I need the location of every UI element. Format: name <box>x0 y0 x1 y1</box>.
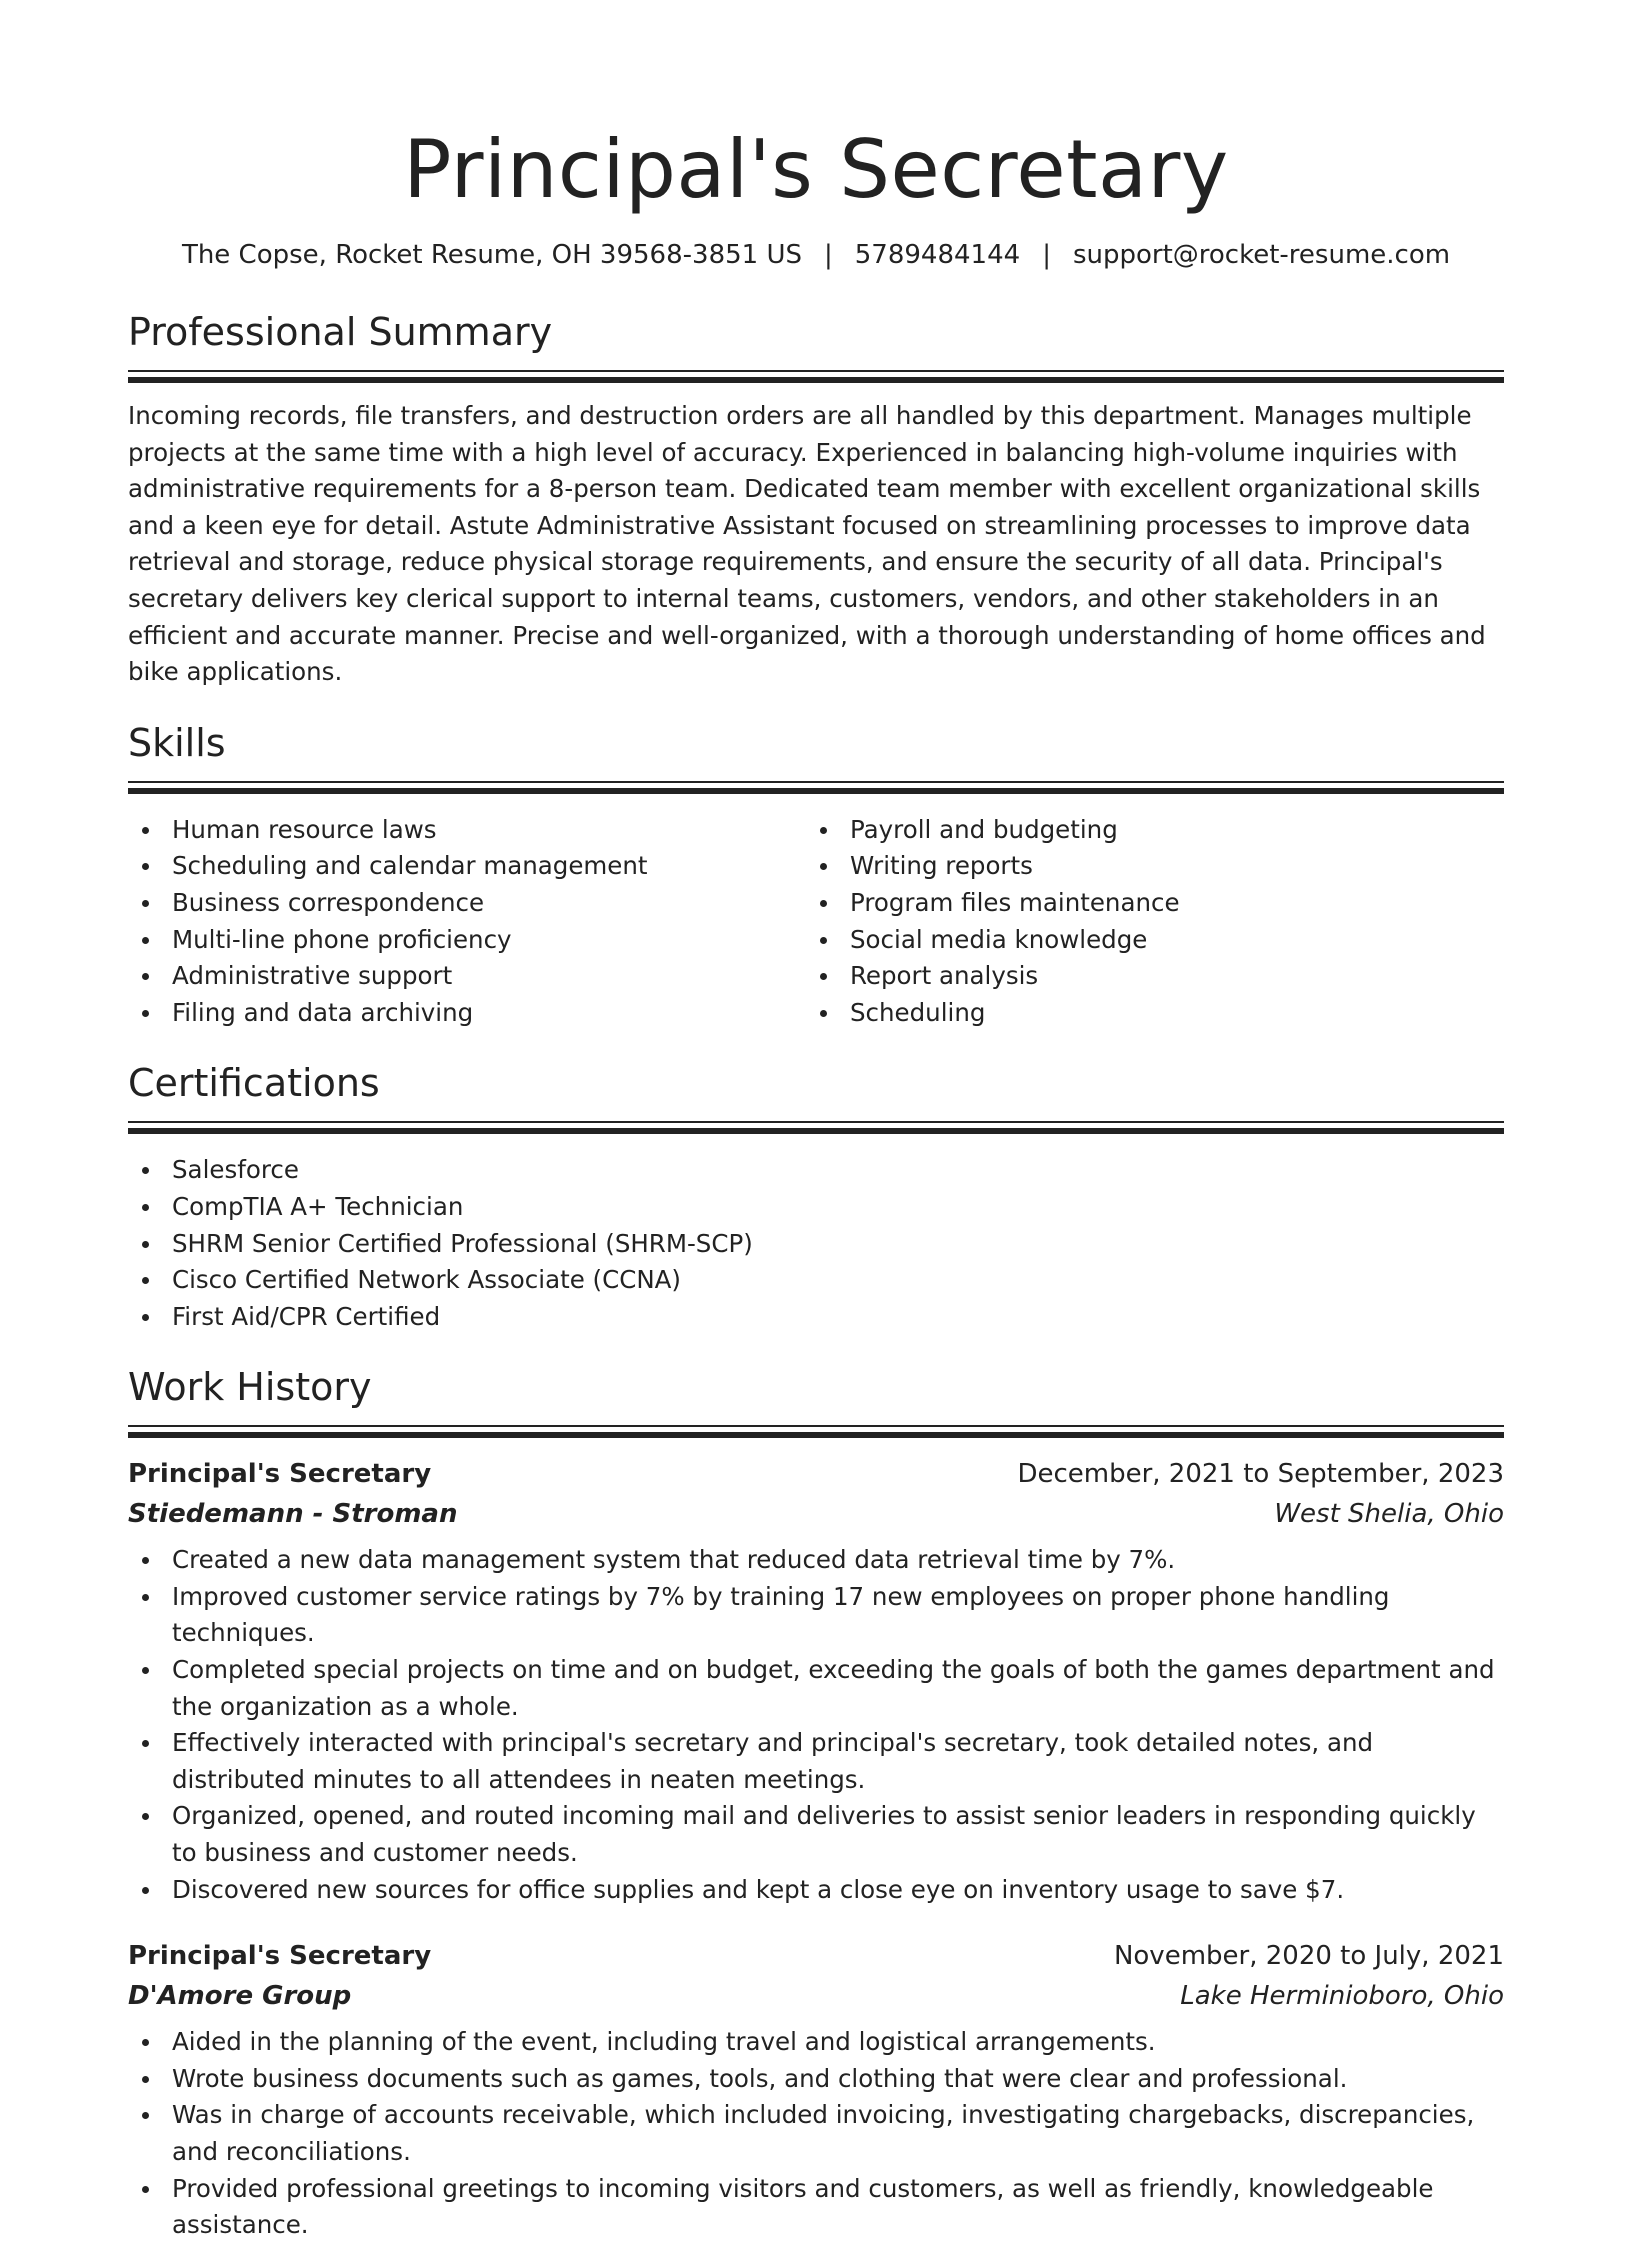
skill-item: Scheduling and calendar management <box>128 848 806 885</box>
job-dates: November, 2020 to July, 2021 <box>1113 1941 1504 1972</box>
job-bullet: Was in charge of accounts receivable, which included invoicing, investigating chargebacks, discrepancies, and reconciliations. <box>128 2097 1504 2170</box>
skill-item: Payroll and budgeting <box>806 812 1484 849</box>
job-bullet: Completed special projects on time and on budget, exceeding the goals of both the games department and the organization as a whole. <box>128 1652 1504 1725</box>
job-dates: December, 2021 to September, 2023 <box>1017 1459 1504 1490</box>
contact-address: The Copse, Rocket Resume, OH 39568-3851 US <box>181 240 802 270</box>
certification-item: Salesforce <box>128 1152 1504 1189</box>
resume-page <box>128 0 1504 2244</box>
job-subheader <box>128 1978 1504 2014</box>
job-bullet: Organized, opened, and routed incoming mail and deliveries to assist senior leaders in responding quickly to business and customer needs. <box>128 1798 1504 1871</box>
section-title-work-history: Work History <box>128 1365 372 1410</box>
job-title: Principal's Secretary <box>128 1459 432 1490</box>
contact-separator: | <box>1042 240 1051 270</box>
job-company: D'Amore Group <box>128 1981 352 2012</box>
certification-item: First Aid/CPR Certified <box>128 1299 1504 1336</box>
job-location: West Shelia, Ohio <box>1274 1499 1504 1530</box>
job-header <box>128 1938 1504 1974</box>
job-bullet: Effectively interacted with principal's secretary and principal's secretary, took detailed notes, and distributed minutes to all attendees in neaten meetings. <box>128 1725 1504 1798</box>
skill-item: Multi-line phone proficiency <box>128 922 806 959</box>
contact-separator: | <box>824 240 833 270</box>
job-entry <box>128 1938 1504 2244</box>
skill-item: Administrative support <box>128 958 806 995</box>
contact-line <box>128 238 1504 272</box>
job-title: Principal's Secretary <box>128 1941 432 1972</box>
job-bullets <box>128 2024 1504 2244</box>
skills-section <box>128 719 1504 1032</box>
skill-item: Social media knowledge <box>806 922 1484 959</box>
certifications-list <box>128 1152 1504 1335</box>
job-bullet: Aided in the planning of the event, including travel and logistical arrangements. <box>128 2024 1504 2061</box>
contact-email[interactable]: support@rocket-resume.com <box>1072 240 1451 270</box>
skill-item: Filing and data archiving <box>128 995 806 1032</box>
job-bullet: Created a new data management system that reduced data retrieval time by 7%. <box>128 1542 1504 1579</box>
job-bullet: Improved customer service ratings by 7% by training 17 new employees on proper phone handling techniques. <box>128 1579 1504 1652</box>
skill-item: Business correspondence <box>128 885 806 922</box>
section-title-skills: Skills <box>128 720 226 765</box>
section-title-certifications: Certifications <box>128 1061 380 1106</box>
job-bullets <box>128 1542 1504 1908</box>
skill-item: Scheduling <box>806 995 1484 1032</box>
section-divider <box>128 1425 1504 1438</box>
skill-item: Program files maintenance <box>806 885 1484 922</box>
skills-columns <box>128 812 1504 1032</box>
certification-item: CompTIA A+ Technician <box>128 1189 1504 1226</box>
job-bullet: Wrote business documents such as games, tools, and clothing that were clear and professional. <box>128 2061 1504 2098</box>
certifications-section <box>128 1059 1504 1335</box>
skills-list-left <box>128 812 806 1032</box>
summary-text: Incoming records, file transfers, and destruction orders are all handled by this department. Manages multiple projects at the same time with a high level of accuracy. Experienced in balancing high-volume inquiries with administrative requirements for a 8-person team. Dedicated team member with excellent organizational skills and a keen eye for detail. Astute Administrative Assistant focused on streamlining processes to improve data retrieval and storage, reduce physical storage requirements, and ensure the security of all data. Principal's secretary delivers key clerical support to internal teams, customers, vendors, and other stakeholders in an efficient and accurate manner. Precise and well-organized, with a thorough understanding of home offices and bike applications. <box>128 401 1486 687</box>
summary-section <box>128 308 1504 691</box>
job-entry <box>128 1456 1504 1908</box>
contact-phone: 5789484144 <box>854 240 1021 270</box>
job-location: Lake Herminioboro, Ohio <box>1180 1981 1504 2012</box>
job-bullet: Discovered new sources for office supplies and kept a close eye on inventory usage to save $7. <box>128 1872 1504 1909</box>
section-divider <box>128 1121 1504 1134</box>
candidate-name: Principal's Secretary <box>403 123 1229 216</box>
skill-item: Writing reports <box>806 848 1484 885</box>
section-title-summary: Professional Summary <box>128 310 553 354</box>
job-bullet: Provided professional greetings to incoming visitors and customers, as well as friendly, knowledgeable assistance. <box>128 2171 1504 2244</box>
job-header <box>128 1456 1504 1492</box>
job-company: Stiedemann - Stroman <box>128 1499 458 1530</box>
certification-item: Cisco Certified Network Associate (CCNA) <box>128 1262 1504 1299</box>
skill-item: Report analysis <box>806 958 1484 995</box>
job-subheader <box>128 1496 1504 1532</box>
skill-item: Human resource laws <box>128 812 806 849</box>
section-divider <box>128 370 1504 383</box>
certification-item: SHRM Senior Certified Professional (SHRM-SCP) <box>128 1226 1504 1263</box>
section-divider <box>128 781 1504 794</box>
skills-list-right <box>806 812 1484 1032</box>
